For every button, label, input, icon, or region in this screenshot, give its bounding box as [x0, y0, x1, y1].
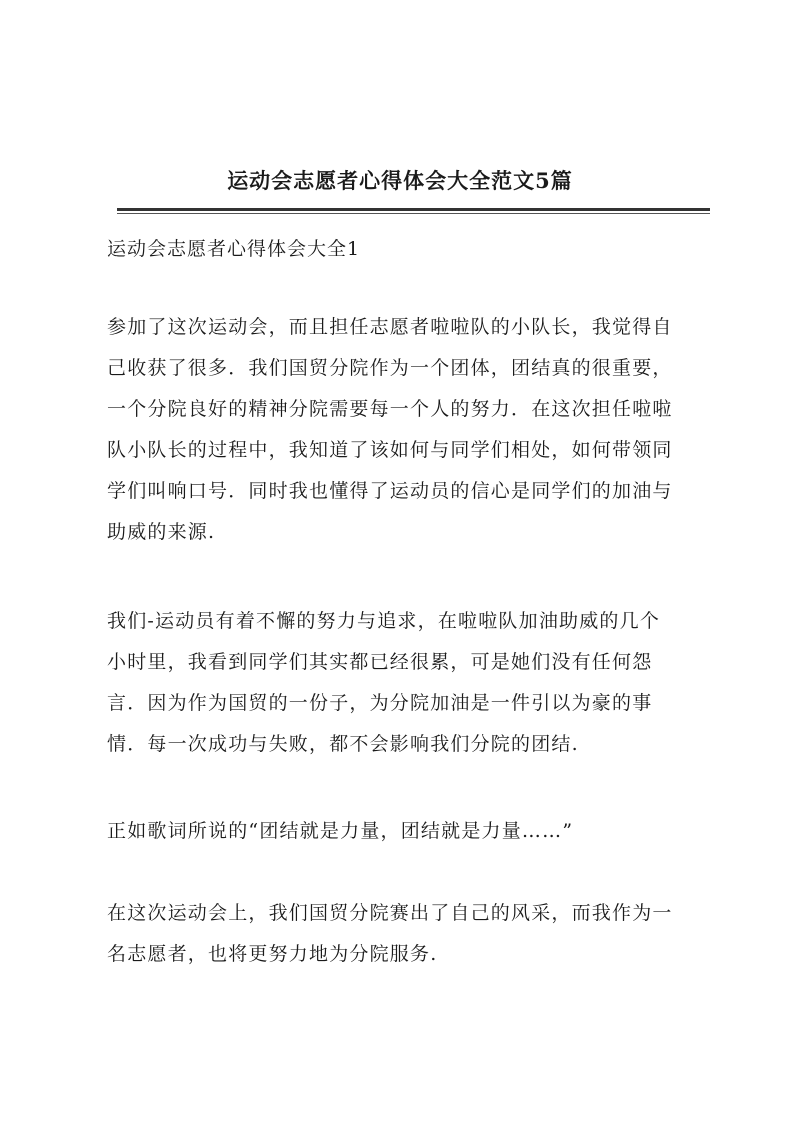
document-title: 运动会志愿者心得体会大全范文5篇: [227, 168, 573, 193]
paragraph-line: 队小队长的过程中，我知道了该如何与同学们相处，如何带领同: [107, 439, 673, 461]
paragraph-line: 助威的来源.: [107, 521, 216, 543]
paragraph-line: 我们-运动员有着不懈的努力与追求，在啦啦队加油助威的几个: [107, 610, 661, 632]
paragraph-line: 一个分院良好的精神分院需要每一个人的努力．在这次担任啦啦: [107, 398, 673, 420]
title-divider-thick: [117, 208, 710, 211]
paragraph-line: 己收获了很多．我们国贸分院作为一个团体，团结真的很重要，: [107, 357, 673, 379]
paragraph-line: 在这次运动会上，我们国贸分院赛出了自己的风采，而我作为一: [107, 902, 673, 924]
section-heading: 运动会志愿者心得体会大全1: [107, 238, 361, 260]
paragraph-line: 名志愿者，也将更努力地为分院服务.: [107, 943, 438, 965]
paragraph-1: [107, 307, 707, 553]
paragraph-3: [107, 811, 707, 852]
title-divider-thin: [117, 213, 710, 214]
paragraph-line: 言．因为作为国贸的一份子，为分院加油是一件引以为豪的事: [107, 692, 653, 714]
paragraph-line: 参加了这次运动会，而且担任志愿者啦啦队的小队长，我觉得自: [107, 316, 673, 338]
paragraph-line: 情．每一次成功与失败，都不会影响我们分院的团结.: [107, 733, 579, 755]
paragraph-2: [107, 601, 707, 765]
paragraph-4: [107, 893, 707, 975]
paragraph-line: 学们叫响口号．同时我也懂得了运动员的信心是同学们的加油与: [107, 480, 673, 502]
paragraph-line: 小时里，我看到同学们其实都已经很累，可是她们没有任何怨: [107, 651, 653, 673]
paragraph-line: 正如歌词所说的“团结就是力量，团结就是力量……”: [107, 820, 574, 842]
